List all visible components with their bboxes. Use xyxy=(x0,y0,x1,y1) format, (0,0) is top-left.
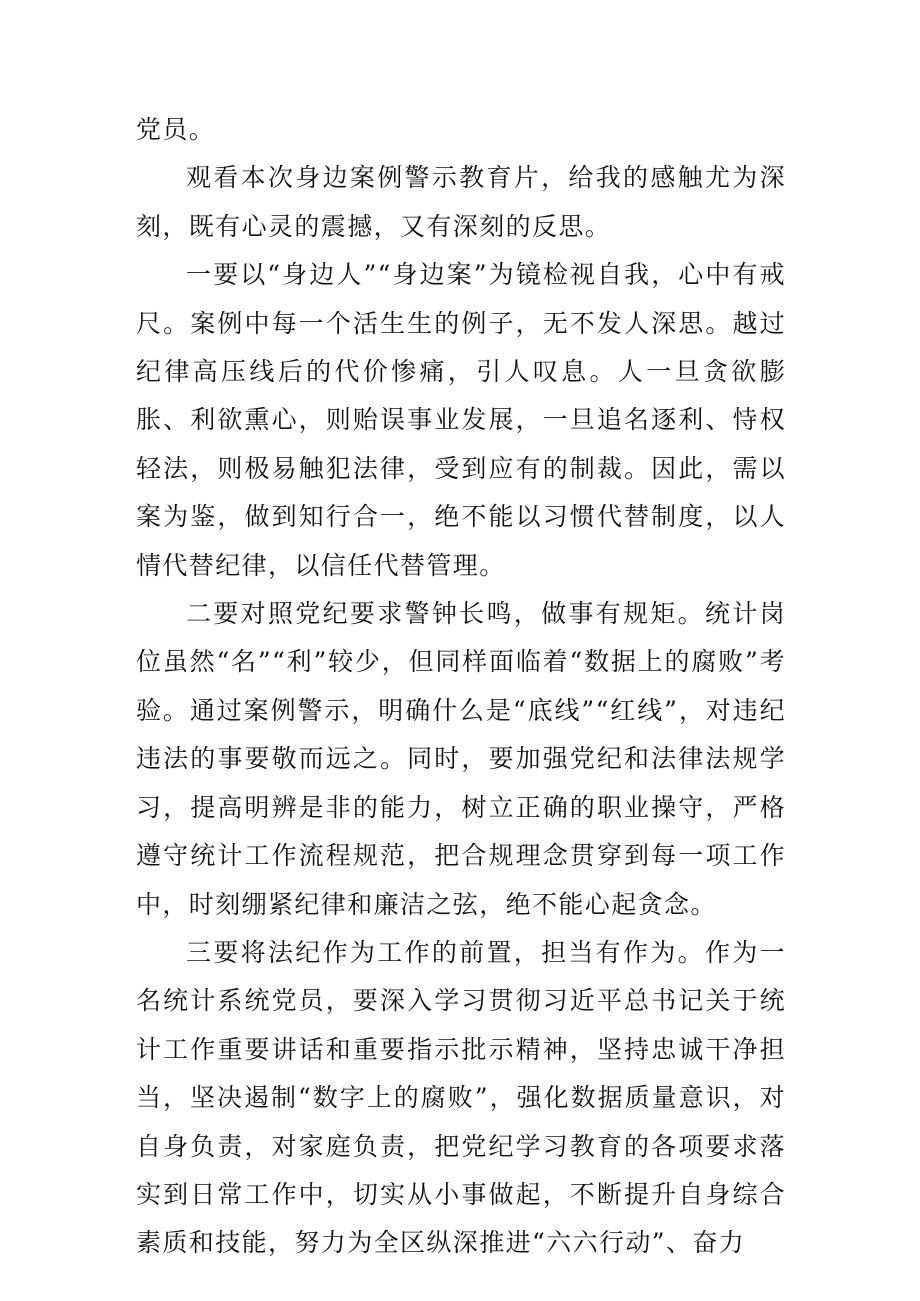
document-body xyxy=(136,106,786,1268)
paragraph-continuation: 党员。 xyxy=(136,115,216,144)
paragraph-intro: 观看本次身边案例警示教育片，给我的感触尤为深刻，既有心灵的震撼，又有深刻的反思。 xyxy=(136,163,786,241)
paragraph-point-one: 一要以“身边人”“身边案”为镜检视自我，心中有戒尺。案例中每一个活生生的例子，无不发人深思。越过纪律高压线后的代价惨痛，引人叹息。人一旦贪欲膨胀、利欲熏心，则贻误事业发展，一旦追名逐利、恃权轻法，则极易触犯法律，受到应有的制裁。因此，需以案为鉴，做到知行合一，绝不能以习惯代替制度，以人情代替纪律，以信任代替管理。 xyxy=(136,260,786,580)
paragraph-point-three: 三要将法纪作为工作的前置，担当有作为。作为一名统计系统党员，要深入学习贯彻习近平总书记关于统计工作重要讲话和重要指示批示精神，坚持忠诚干净担当，坚决遏制“数字上的腐败”，强化数据质量意识，对自身负责，对家庭负责，把党纪学习教育的各项要求落实到日常工作中，切实从小事做起，不断提升自身综合素质和技能，努力为全区纵深推进“六六行动”、奋力 xyxy=(136,937,786,1258)
paragraph-point-two: 二要对照党纪要求警钟长鸣，做事有规矩。统计岗位虽然“名”“利”较少，但同样面临着“数据上的腐败”考验。通过案例警示，明确什么是“底线”“红线”，对违纪违法的事要敬而远之。同时，要加强党纪和法律法规学习，提高明辨是非的能力，树立正确的职业操守，严格遵守统计工作流程规范，把合规理念贯穿到每一项工作中，时刻绷紧纪律和廉洁之弦，绝不能心起贪念。 xyxy=(136,599,786,919)
